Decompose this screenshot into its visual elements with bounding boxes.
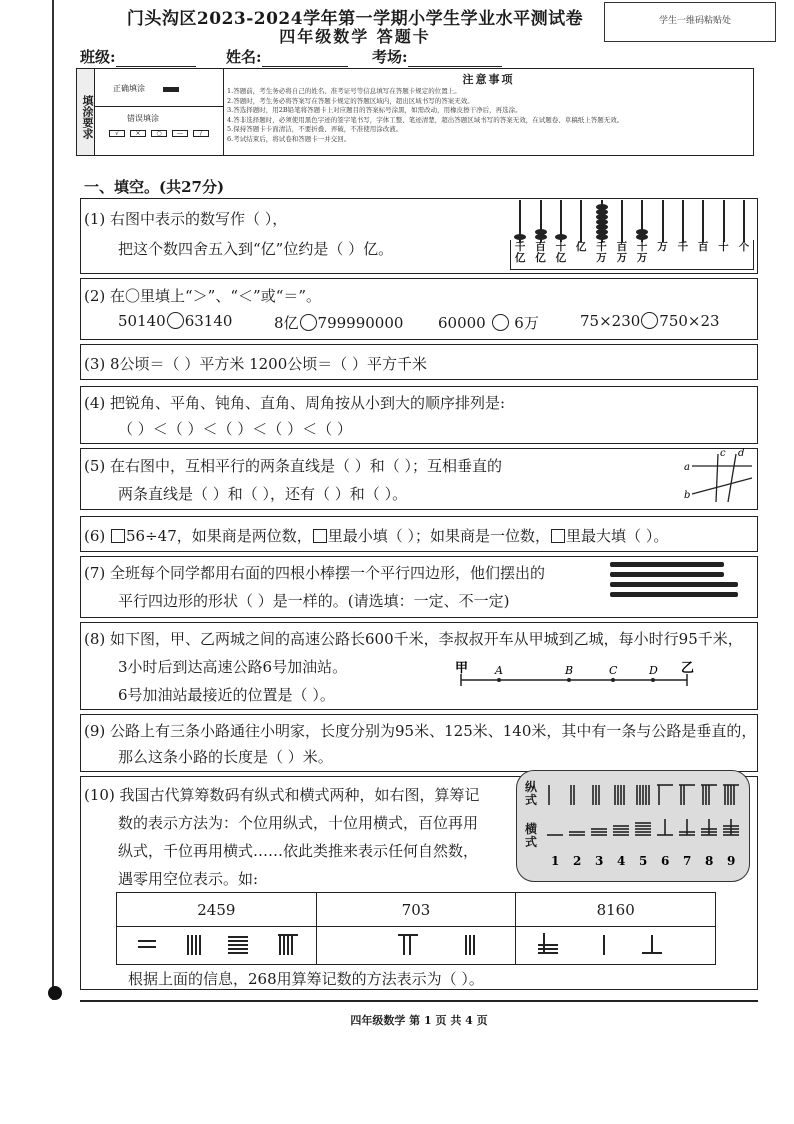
abacus-place-label: 百 亿 — [535, 241, 546, 264]
example-number: 703 — [316, 893, 516, 927]
stick — [610, 592, 738, 597]
binding-margin-line — [52, 0, 54, 1000]
abacus-rod — [723, 200, 725, 242]
q2-item-1 — [118, 312, 232, 330]
label-a: A — [495, 664, 503, 677]
compare-circle[interactable] — [300, 314, 317, 331]
fill-guide-label: 填涂要求 — [77, 69, 95, 155]
notes-title: 注意事项 — [462, 73, 515, 86]
name-label: 姓名: — [226, 48, 262, 66]
abacus-place-label: 千 亿 — [514, 241, 526, 264]
q3-line[interactable]: (3) 8公顷＝（ ）平方米 1200公顷＝（ ）平方千米 — [84, 355, 428, 373]
q7-line1: (7) 全班每个同学都用右面的四根小棒摆一个平行四边形，他们摆出的 — [84, 564, 546, 582]
correct-fill-label: 正确填涂 — [113, 84, 145, 93]
rod-digit-label: 7 — [683, 854, 692, 868]
q10-line4: 遇零用空位表示。如: — [118, 870, 259, 888]
blank-square[interactable] — [111, 529, 125, 543]
rod-digit-label: 9 — [727, 854, 736, 868]
wrong-mark-icon: — — [172, 130, 188, 137]
q6-text-1: 56÷47，如果商是两位数， — [126, 527, 312, 545]
blank-square[interactable] — [551, 529, 565, 543]
wrong-fill-example — [95, 107, 223, 155]
q8-line2: 3小时后到达高速公路6号加油站。 — [118, 658, 348, 676]
wrong-mark-icon: ○ — [151, 130, 167, 137]
fill-guide — [76, 68, 224, 156]
abacus-place-label: 十 亿 — [555, 241, 567, 264]
blank-square[interactable] — [313, 529, 327, 543]
barcode-area — [604, 2, 776, 42]
section-title: 一、填空。(共27分) — [84, 178, 225, 196]
rod-digit-label: 4 — [617, 854, 626, 868]
q2-item-left: 75×230 — [580, 312, 641, 330]
counting-rod-panel — [516, 770, 750, 882]
abacus-rod — [743, 200, 745, 242]
rods-2459 — [118, 929, 314, 959]
abacus-place-label: 个 — [738, 241, 750, 253]
room-field[interactable] — [372, 46, 502, 67]
rod-example-table — [116, 892, 716, 965]
abacus-place-label: 十 — [718, 241, 729, 253]
rod-digit-label: 5 — [639, 854, 648, 868]
abacus-place-label: 千 万 — [596, 241, 607, 264]
class-label: 班级: — [80, 48, 116, 66]
point-d — [651, 678, 655, 682]
abacus-rod — [580, 200, 582, 242]
abacus-rod — [682, 200, 684, 242]
rod-digit-label: 6 — [661, 854, 670, 868]
q2-item-2 — [274, 312, 403, 333]
rod-digit-label: 3 — [595, 854, 604, 868]
note-line: 3.答选择题时，用2B铅笔将答题卡上对应题目的答案标号涂黑，如需改动，用橡皮擦干净后，再选涂。 — [227, 106, 522, 114]
rods-8160 — [518, 929, 714, 959]
point-c — [611, 678, 615, 682]
class-field[interactable] — [80, 46, 196, 67]
room-input-line[interactable] — [408, 53, 502, 67]
horizontal-form-label: 横式 — [525, 822, 538, 849]
stick — [610, 582, 738, 587]
abacus-place-label: 千 — [677, 241, 689, 253]
city-jia-label: 甲 — [455, 661, 469, 676]
abacus-place-label: 万 — [657, 241, 668, 253]
q2-item-right: 799990000 — [317, 314, 404, 332]
line-d — [728, 454, 736, 502]
q10-line3: 纵式，千位再用横式……依此类推来表示任何自然数， — [118, 842, 479, 860]
barcode-label: 学生一维码粘贴处 — [659, 16, 732, 26]
alignment-dot — [48, 986, 62, 1000]
correct-fill-example — [95, 69, 223, 107]
label-c: C — [609, 664, 618, 677]
highway-diagram — [455, 658, 695, 688]
wrong-marks — [109, 130, 223, 137]
label-c: c — [720, 448, 726, 459]
exam-subtitle: 四年级数学 答题卡 — [279, 27, 431, 46]
wrong-fill-label: 错误填涂 — [127, 114, 159, 123]
q1-line2[interactable]: 把这个数四舍五入到“亿”位约是（ ）亿。 — [118, 240, 394, 258]
rod-digit-label: 8 — [705, 854, 714, 868]
q9-line2[interactable]: 那么这条小路的长度是（ ）米。 — [118, 748, 333, 766]
q6-text-3: 里最大填（ ）。 — [566, 527, 669, 545]
q10-line2: 数的表示方法为：个位用纵式，十位用横式，百位再用 — [118, 814, 479, 832]
rod-digit-label: 1 — [551, 854, 560, 868]
compare-circle[interactable] — [492, 314, 509, 331]
example-rods — [516, 927, 716, 965]
q6-line[interactable] — [84, 525, 668, 546]
abacus-bead — [555, 234, 567, 240]
vertical-form-label: 纵式 — [525, 780, 538, 807]
q2-item-left: 8亿 — [274, 314, 299, 332]
q10-answer-line[interactable]: 根据上面的信息，268用算筹记数的方法表示为（ ）。 — [128, 970, 484, 988]
line-b — [692, 478, 752, 494]
exam-title: 门头沟区2023-2024学年第一学期小学生学业水平测试卷 — [126, 9, 584, 29]
q2-instruction: (2) 在〇里填上“＞”、“＜”或“＝”。 — [84, 287, 322, 305]
note-line: 5.保持答题卡卡面清洁，不要折叠、弄破，不准使用涂改液。 — [227, 125, 403, 133]
rods-703 — [318, 929, 514, 959]
wrong-mark-icon: √ — [109, 130, 125, 137]
q2-item-left: 60000 — [438, 314, 486, 332]
q8-line3[interactable]: 6号加油站最接近的位置是（ ）。 — [118, 686, 335, 704]
notes-panel — [224, 68, 754, 156]
abacus-rod — [621, 200, 623, 242]
abacus-bead — [596, 204, 608, 210]
q2-item-4 — [580, 312, 720, 330]
q9-line1: (9) 公路上有三条小路通往小明家，长度分别为95米、125米、140米，其中有一条与公路是垂直的， — [84, 722, 757, 740]
example-rods — [117, 927, 317, 965]
compare-circle[interactable] — [167, 312, 184, 329]
q10-line1: (10) 我国古代算筹数码有纵式和横式两种，如右图，算筹记 — [84, 786, 480, 804]
q4-line2[interactable]: （ ）＜（ ）＜（ ）＜（ ）＜（ ） — [118, 420, 352, 438]
q4-line1: (4) 把锐角、平角、钝角、直角、周角按从小到大的顺序排列是: — [84, 394, 506, 412]
rod-glyphs — [545, 773, 745, 879]
abacus-rod — [662, 200, 664, 242]
example-number: 2459 — [117, 893, 317, 927]
example-rods — [316, 927, 516, 965]
label-a: a — [684, 462, 690, 473]
note-line: 4.答非选择题时，必须使用黑色字迹的签字笔书写，字体工整、笔迹清楚，超出答题区域书写的答案无效，在试题卷、草稿纸上答题无效。 — [227, 115, 624, 124]
label-b: b — [684, 490, 691, 501]
q6-text-2: 里最小填（ ）；如果商是一位数， — [327, 527, 551, 545]
label-d: d — [738, 448, 745, 459]
q2-item-right: 63140 — [184, 312, 233, 330]
stick — [610, 562, 724, 567]
note-line: 2.答题时，考生务必将答案写在答题卡规定的答题区域内，超出区域书写的答案无效。 — [227, 96, 474, 105]
filled-mark-icon — [163, 87, 179, 92]
point-b — [567, 678, 571, 682]
abacus-place-label: 百 万 — [616, 241, 628, 264]
q6-prefix: (6) — [84, 527, 111, 545]
room-label: 考场: — [372, 48, 408, 66]
note-line: 6.考试结束后，将试卷和答题卡一并交回。 — [227, 134, 351, 143]
q5-line1[interactable]: (5) 在右图中，互相平行的两条直线是（ ）和（ ）；互相垂直的 — [84, 457, 503, 475]
name-input-line[interactable] — [262, 53, 348, 67]
page-footer: 四年级数学 第 1 页 共 4 页 — [350, 1014, 488, 1027]
stick — [610, 572, 724, 577]
q2-item-3 — [438, 312, 539, 333]
wrong-mark-icon: × — [130, 130, 146, 137]
abacus-place-label: 百 — [697, 241, 709, 253]
q1-line1[interactable]: (1) 右图中表示的数写作（ ）， — [84, 210, 288, 228]
q8-line1: (8) 如下图，甲、乙两城之间的高速公路长600千米，李叔叔开车从甲城到乙城，每小时行95千米， — [84, 630, 743, 648]
example-number: 8160 — [516, 893, 716, 927]
q2-item-left: 50140 — [118, 312, 166, 330]
name-field[interactable] — [226, 46, 348, 67]
class-input-line[interactable] — [116, 53, 196, 67]
city-yi-label: 乙 — [681, 661, 695, 676]
note-line: 1.答题前，考生务必将自己的姓名、准考证号等信息填写在答题卡规定的位置上。 — [227, 87, 461, 95]
q7-line2[interactable]: 平行四边形的形状（ ）是一样的。(请选填：一定、不一定) — [118, 592, 510, 610]
label-d: D — [649, 664, 658, 677]
q2-item-right: 750×23 — [659, 312, 720, 330]
rod-digit-label: 2 — [573, 854, 582, 868]
abacus-bead — [535, 229, 547, 235]
wrong-mark-icon: / — [193, 130, 209, 137]
compare-circle[interactable] — [641, 312, 658, 329]
abacus-figure — [510, 200, 754, 270]
q5-line2[interactable]: 两条直线是（ ）和（ ），还有（ ）和（ ）。 — [118, 485, 408, 503]
abacus-place-label: 亿 — [575, 241, 587, 253]
abacus-rod — [702, 200, 704, 242]
point-a — [497, 678, 501, 682]
parallel-lines-figure — [682, 448, 754, 504]
label-b: B — [565, 664, 574, 677]
footer-rule — [80, 1000, 758, 1002]
q2-item-right: 6万 — [514, 314, 539, 332]
line-c — [716, 454, 718, 502]
abacus-place-label: 十 万 — [636, 241, 648, 264]
